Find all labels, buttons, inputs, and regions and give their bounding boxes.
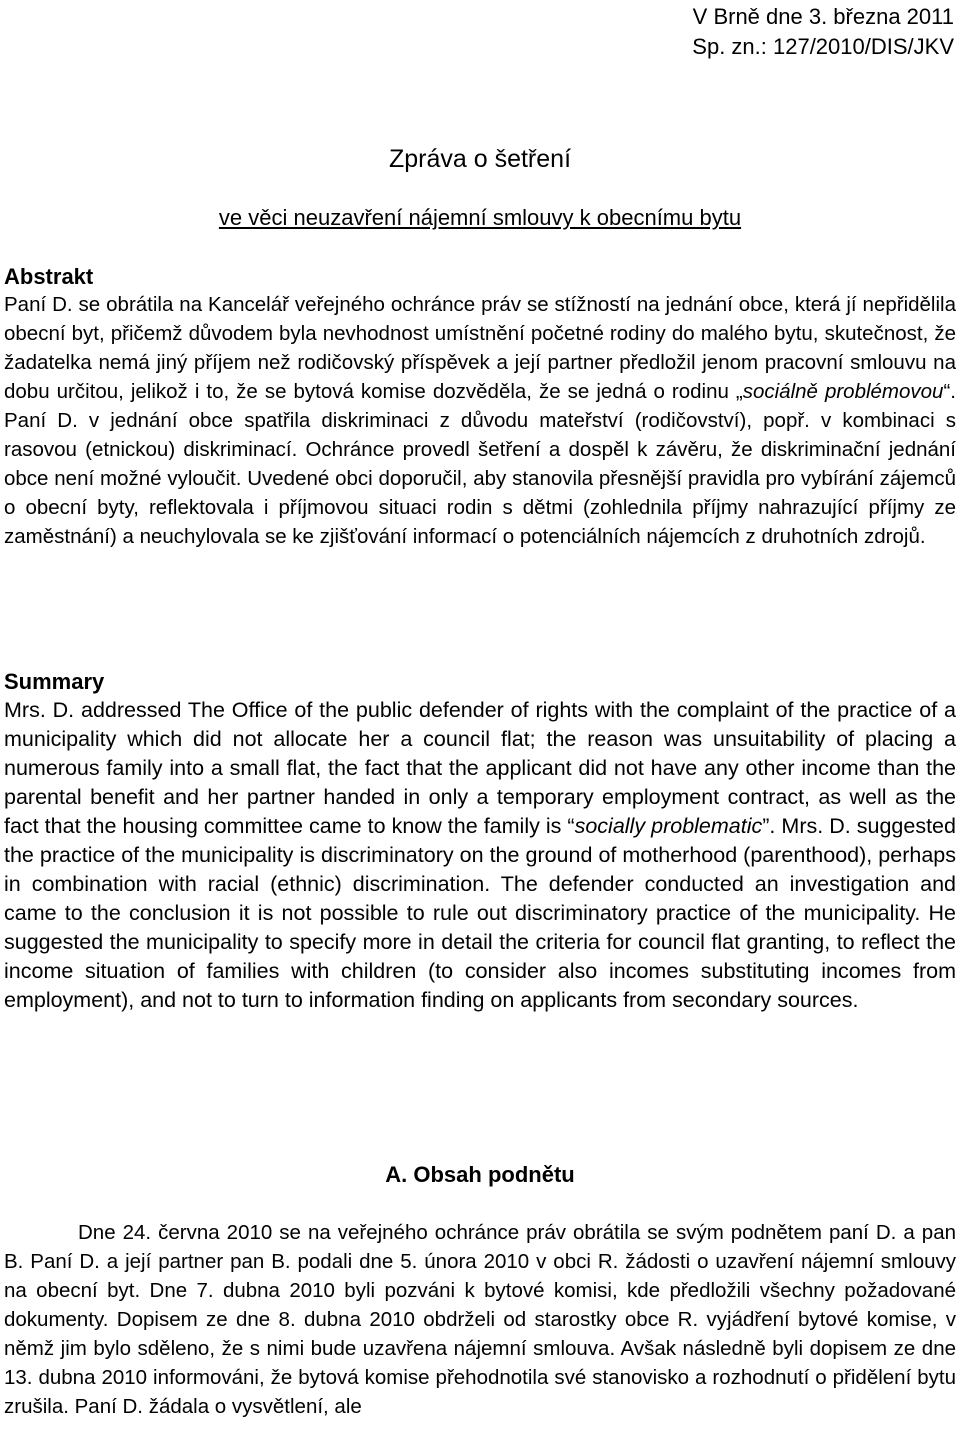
abstract-text-italic: sociálně problémovou: [742, 380, 944, 403]
summary-text-start: Mrs. D. addressed The Office of the public defender of rights with the complaint of the practice of a municipality which did not allocate her a council flat; the reason was unsuitability of placing a numerous family into a small flat, the fact that the applicant did not have any other income than the parental benefit and her partner handed in only a temporary employment contract, as well as the fact that the housing committee came to know the family is “: [4, 698, 956, 838]
abstract-paragraph: [4, 290, 956, 551]
abstract-text-start: Paní D. se obrátila na Kancelář veřejného ochránce práv se stížností na jednání obce, která jí nepřidělila obecní byt, přičemž důvodem byla nevhodnost umístnění početné rodiny do malého bytu, skutečnost, že žadatelka nemá jiný příjem než rodičovský příspěvek a její partner předložil jenom pracovní smlouvu na dobu určitou, jelikož i to, že se bytová komise dozvěděla, že se jedná o rodinu „: [4, 293, 956, 403]
abstract-heading: Abstrakt: [4, 264, 94, 289]
summary-text-end: ”. Mrs. D. suggested the practice of the municipality is discriminatory on the ground of motherhood (parenthood), perhaps in combination with racial (ethnic) discrimination. The defender conducted an investigation and came to the conclusion it is not possible to rule out discriminatory practice of the municipality. He suggested the municipality to specify more in detail the criteria for council flat granting, to reflect the income situation of families with children (to consider also incomes substituting incomes from employment), and not to turn to information finding on applicants from secondary sources.: [4, 814, 956, 1012]
summary-paragraph: [4, 696, 956, 1015]
section-a-paragraph: Dne 24. června 2010 se na veřejného ochránce práv obrátila se svým podnětem paní D. a pan B. Paní D. a její partner pan B. podali dne 5. února 2010 v obci R. žádosti o uzavření nájemní smlouvy na obecní byt. Dne 7. dubna 2010 byli pozváni k bytové komisi, kde předložili všechny požadované dokumenty. Dopisem ze dne 8. dubna 2010 obdrželi od starostky obce R. vyjádření bytové komise, v němž jim bylo sděleno, že s nimi bude uzavřena nájemní smlouva. Avšak následně byli dopisem ze dne 13. dubna 2010 informováni, že bytová komise přehodnotila své stanovisko a rozhodnutí o přidělení bytu zrušila. Paní D. žádala o vysvětlení, ale: [4, 1221, 956, 1418]
summary-text-italic: socially problematic: [574, 814, 763, 838]
document-date: V Brně dne 3. března 2011: [692, 4, 954, 29]
reference-number: Sp. zn.: 127/2010/DIS/JKV: [692, 34, 954, 59]
document-title: Zpráva o šetření: [388, 145, 572, 173]
document-subtitle: ve věci neuzavření nájemní smlouvy k obecnímu bytu: [218, 205, 742, 230]
section-a-heading: A. Obsah podnětu: [385, 1162, 575, 1187]
summary-heading: Summary: [4, 669, 105, 694]
document-header: [692, 2, 954, 62]
abstract-text-end: “. Paní D. v jednání obce spatřila diskriminaci z důvodu mateřství (rodičovství), popř. v kombinaci s rasovou (etnickou) diskriminací. Ochránce provedl šetření a dospěl k závěru, že diskriminační jednání obce není možné vyloučit. Uvedené obci doporučil, aby stanovila přesnější pravidla pro vybírání zájemců o obecní byty, reflektovala i příjmovou situaci rodin s dětmi (zohlednila příjmy nahrazující příjmy ze zaměstnání) a neuchylovala se ke zjišťování informací o potenciálních nájemcích z druhotních zdrojů.: [4, 380, 956, 548]
